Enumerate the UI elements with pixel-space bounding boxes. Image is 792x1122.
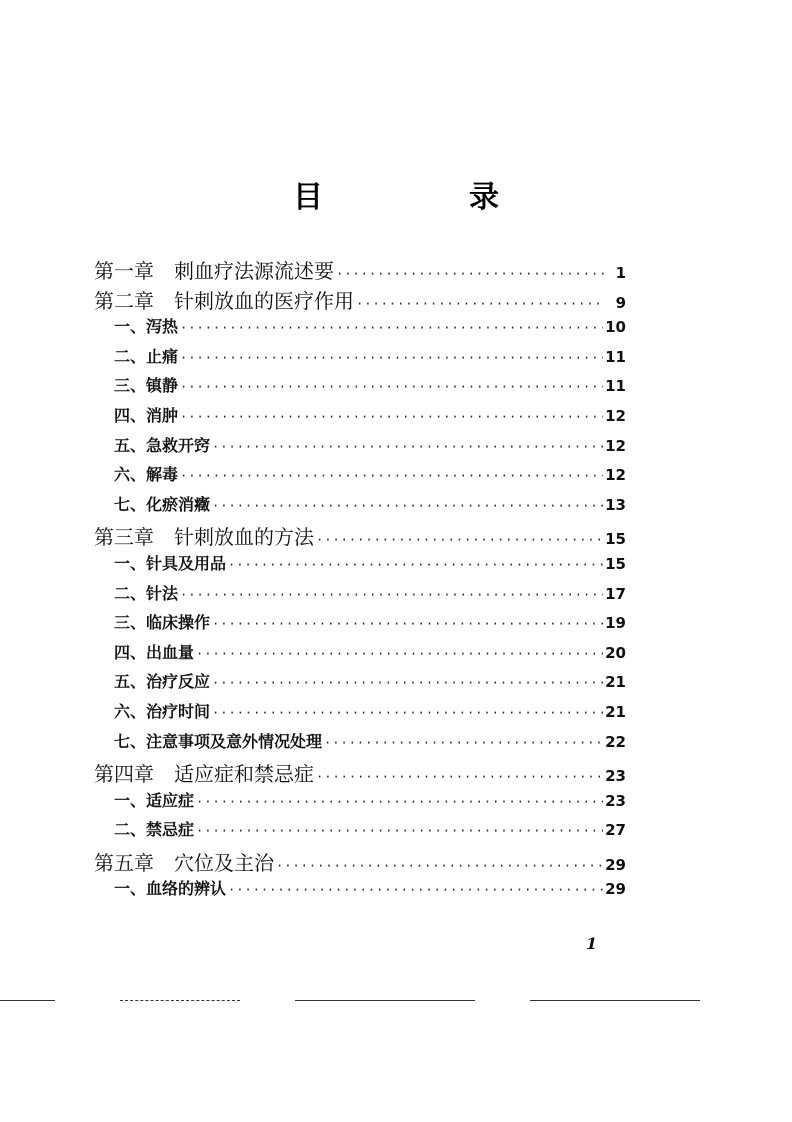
toc-entry-label: 三、镇静: [114, 376, 179, 396]
dot-leader: [212, 676, 603, 690]
toc-entry-page: 22: [605, 732, 626, 751]
dot-leader: [212, 499, 603, 513]
toc-section-entry: [94, 373, 626, 403]
toc-entry-page: 21: [605, 673, 626, 692]
toc-entry-label: 第一章 刺血疗法源流述要: [94, 259, 334, 283]
dot-leader: [276, 859, 603, 873]
toc-entry-page: 13: [605, 495, 626, 514]
toc-section-entry: [94, 729, 626, 759]
toc-entry-page: 29: [605, 855, 626, 874]
toc-entry-page: 11: [605, 377, 626, 396]
dot-leader: [180, 469, 603, 483]
dot-leader: [196, 795, 603, 809]
dot-leader: [316, 533, 603, 547]
toc-chapter-entry: [94, 255, 626, 285]
toc-entry-label: 一、针具及用品: [114, 553, 227, 573]
toc-entry-page: 1: [615, 264, 626, 282]
dot-leader: [180, 410, 603, 424]
dot-leader: [196, 824, 603, 838]
bottom-rule: [0, 1000, 55, 1001]
dot-leader: [336, 267, 604, 281]
toc-entry-label: 六、治疗时间: [114, 701, 211, 721]
dot-leader: [316, 770, 603, 784]
toc-entry-label: 一、泻热: [114, 317, 179, 337]
toc-section-entry: [94, 640, 626, 670]
toc-entry-label: 四、出血量: [114, 642, 195, 662]
toc-section-entry: [94, 344, 626, 374]
dot-leader: [212, 440, 603, 454]
bottom-rule: [530, 1000, 700, 1001]
toc-entry-label: 二、禁忌症: [114, 820, 195, 840]
bottom-rule: [120, 1000, 240, 1001]
toc-entry-label: 二、针法: [114, 583, 179, 603]
toc-section-entry: [94, 314, 626, 344]
toc-section-entry: [94, 462, 626, 492]
toc-entry-label: 一、适应症: [114, 790, 195, 810]
dot-leader: [356, 297, 604, 311]
toc-entry-label: 第三章 针刺放血的方法: [94, 525, 314, 550]
toc-entry-label: 一、血络的辨认: [114, 879, 227, 899]
toc-section-entry: [94, 403, 626, 433]
dot-leader: [212, 617, 603, 631]
toc-entry-label: 第四章 适应症和禁忌症: [94, 762, 314, 787]
toc-entry-page: 23: [605, 767, 626, 786]
dot-leader: [228, 883, 603, 897]
toc-section-entry: [94, 817, 626, 847]
toc-section-entry: [94, 788, 626, 818]
toc-entry-label: 六、解毒: [114, 465, 179, 485]
toc-entry-page: 21: [605, 702, 626, 721]
dot-leader: [180, 380, 603, 394]
toc-chapter-entry: [94, 285, 626, 315]
toc-entry-page: 15: [605, 530, 626, 549]
toc-entry-label: 二、止痛: [114, 346, 179, 366]
toc-entry-page: 17: [605, 584, 626, 603]
toc-entry-page: 11: [605, 347, 626, 366]
toc-entry-page: 23: [605, 791, 626, 810]
toc-section-entry: [94, 492, 626, 522]
toc-entry-label: 三、临床操作: [114, 613, 211, 633]
page-number: 1: [586, 934, 598, 953]
toc-section-entry: [94, 581, 626, 611]
toc-entry-label: 第二章 针刺放血的医疗作用: [94, 288, 354, 313]
toc-section-entry: [94, 610, 626, 640]
dot-leader: [228, 558, 603, 572]
toc-entry-label: 五、急救开窍: [114, 435, 211, 455]
dot-leader: [212, 706, 603, 720]
dot-leader: [180, 351, 603, 365]
toc-entry-label: 五、治疗反应: [114, 672, 211, 692]
table-of-contents: [94, 255, 626, 906]
toc-section-entry: [94, 551, 626, 581]
toc-entry-page: 27: [605, 821, 626, 840]
toc-section-entry: [94, 699, 626, 729]
toc-entry-label: 四、消肿: [114, 405, 179, 425]
toc-entry-page: 15: [605, 554, 626, 573]
toc-chapter-entry: [94, 758, 626, 788]
toc-entry-page: 29: [605, 880, 626, 899]
dot-leader: [180, 588, 603, 602]
bottom-rule: [295, 1000, 475, 1001]
toc-entry-page: 10: [605, 318, 626, 337]
toc-entry-page: 12: [605, 436, 626, 455]
toc-entry-page: 12: [605, 466, 626, 485]
page-title: 目 录: [293, 180, 557, 215]
toc-section-entry: [94, 669, 626, 699]
toc-entry-page: 20: [605, 643, 626, 662]
dot-leader: [324, 736, 603, 750]
toc-entry-label: 七、化瘀消癥: [114, 494, 211, 514]
dot-leader: [180, 321, 603, 335]
toc-entry-page: 19: [605, 614, 626, 633]
dot-leader: [196, 647, 603, 661]
toc-entry-label: 七、注意事项及意外情况处理: [114, 731, 323, 751]
toc-chapter-entry: [94, 521, 626, 551]
toc-section-entry: [94, 433, 626, 463]
toc-entry-label: 第五章 穴位及主治: [94, 850, 274, 875]
toc-section-entry: [94, 876, 626, 906]
toc-entry-page: 12: [605, 406, 626, 425]
toc-chapter-entry: [94, 847, 626, 877]
toc-entry-page: 9: [615, 293, 626, 312]
